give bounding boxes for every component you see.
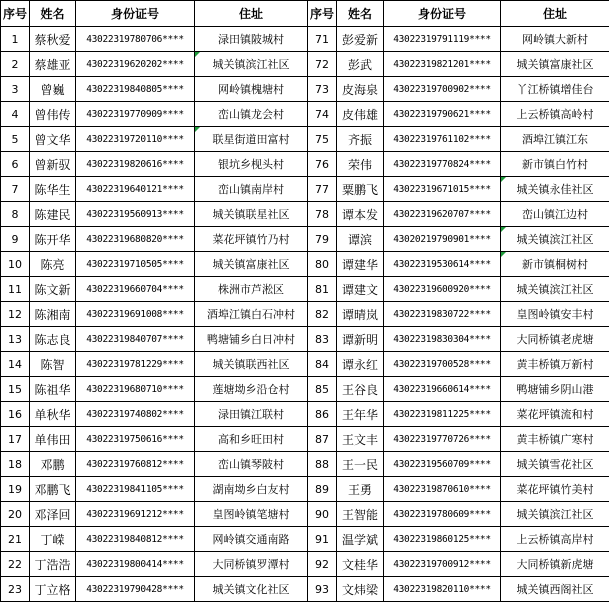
cell-address: 酒埠江镇江东 <box>501 127 609 152</box>
cell-name: 谭建文 <box>337 277 384 302</box>
cell-name: 丁浩浩 <box>30 552 76 577</box>
cell-id-number: 43022319680710**** <box>76 377 195 402</box>
header-id-number: 身份证号 <box>76 1 195 27</box>
cell-index: 22 <box>1 552 30 577</box>
cell-address: 城关镇滨江社区 <box>195 52 308 77</box>
cell-index: 3 <box>1 77 30 102</box>
cell-index: 11 <box>1 277 30 302</box>
cell-index: 81 <box>308 277 337 302</box>
cell-name: 邓泽回 <box>30 502 76 527</box>
cell-index: 91 <box>308 527 337 552</box>
cell-address: 峦山镇南岸村 <box>195 177 308 202</box>
cell-name: 陈建民 <box>30 202 76 227</box>
table-body <box>1 27 609 602</box>
cell-name: 王一民 <box>337 452 384 477</box>
cell-id-number: 43022319870610**** <box>384 477 501 502</box>
header-name: 姓名 <box>337 1 384 27</box>
cell-index: 6 <box>1 152 30 177</box>
cell-id-number: 43022319811225**** <box>384 402 501 427</box>
cell-index: 89 <box>308 477 337 502</box>
table-row <box>1 302 609 327</box>
cell-address: 联星街道田富村 <box>195 127 308 152</box>
cell-name: 温学斌 <box>337 527 384 552</box>
header-id-number: 身份证号 <box>384 1 501 27</box>
cell-id-number: 43022319710505**** <box>76 252 195 277</box>
cell-name: 谭本发 <box>337 202 384 227</box>
table-row <box>1 377 609 402</box>
cell-name: 荣伟 <box>337 152 384 177</box>
cell-address: 黄丰桥镇广寒村 <box>501 427 609 452</box>
cell-address: 渌田镇陂城村 <box>195 27 308 52</box>
cell-index: 19 <box>1 477 30 502</box>
cell-id-number: 43022319840805**** <box>76 77 195 102</box>
cell-name: 皮海泉 <box>337 77 384 102</box>
cell-address: 皇图岭镇安丰村 <box>501 302 609 327</box>
cell-index: 16 <box>1 402 30 427</box>
table-row <box>1 452 609 477</box>
table-row <box>1 527 609 552</box>
table-row <box>1 277 609 302</box>
cell-name: 王智能 <box>337 502 384 527</box>
cell-id-number: 43022319860125**** <box>384 527 501 552</box>
cell-id-number: 43022319640121**** <box>76 177 195 202</box>
cell-id-number: 43022319660704**** <box>76 277 195 302</box>
cell-address: 城关镇滨江社区 <box>501 227 609 252</box>
cell-name: 陈湘南 <box>30 302 76 327</box>
cell-address: 高和乡旺田村 <box>195 427 308 452</box>
cell-id-number: 43022319691212**** <box>76 502 195 527</box>
cell-id-number: 43022319560709**** <box>384 452 501 477</box>
cell-address: 上云桥镇高岭村 <box>501 102 609 127</box>
cell-id-number: 43022319691008**** <box>76 302 195 327</box>
cell-id-number: 43022319790428**** <box>76 577 195 602</box>
cell-name: 丁嵘 <box>30 527 76 552</box>
cell-index: 15 <box>1 377 30 402</box>
cell-index: 83 <box>308 327 337 352</box>
cell-name: 谭建华 <box>337 252 384 277</box>
cell-index: 5 <box>1 127 30 152</box>
cell-index: 93 <box>308 577 337 602</box>
cell-name: 曾文华 <box>30 127 76 152</box>
table-row <box>1 177 609 202</box>
cell-index: 86 <box>308 402 337 427</box>
cell-id-number: 43022319761102**** <box>384 127 501 152</box>
cell-id-number: 43022319671015**** <box>384 177 501 202</box>
cell-id-number: 43022319620707**** <box>384 202 501 227</box>
cell-name: 文桂华 <box>337 552 384 577</box>
cell-index: 73 <box>308 77 337 102</box>
cell-address: 城关镇永佳社区 <box>501 177 609 202</box>
cell-address: 峦山镇琴陂村 <box>195 452 308 477</box>
cell-name: 粟鹏飞 <box>337 177 384 202</box>
cell-address: 湖南坳乡白友村 <box>195 477 308 502</box>
cell-name: 陈志良 <box>30 327 76 352</box>
cell-index: 14 <box>1 352 30 377</box>
cell-id-number: 43022319821201**** <box>384 52 501 77</box>
cell-id-number: 43022319620202**** <box>76 52 195 77</box>
cell-address: 网岭镇大新村 <box>501 27 609 52</box>
header-name: 姓名 <box>30 1 76 27</box>
cell-index: 13 <box>1 327 30 352</box>
cell-id-number: 43022319700912**** <box>384 552 501 577</box>
cell-index: 85 <box>308 377 337 402</box>
cell-id-number: 43022319600920**** <box>384 277 501 302</box>
cell-index: 75 <box>308 127 337 152</box>
cell-name: 彭爱新 <box>337 27 384 52</box>
cell-name: 谭晴岚 <box>337 302 384 327</box>
table-row <box>1 77 609 102</box>
cell-index: 18 <box>1 452 30 477</box>
cell-name: 陈文新 <box>30 277 76 302</box>
cell-name: 王谷良 <box>337 377 384 402</box>
cell-name: 陈开华 <box>30 227 76 252</box>
cell-id-number: 43022319700902**** <box>384 77 501 102</box>
cell-name: 陈亮 <box>30 252 76 277</box>
cell-address: 城关镇文化社区 <box>195 577 308 602</box>
cell-name: 谭新明 <box>337 327 384 352</box>
cell-address: 新市镇白竹村 <box>501 152 609 177</box>
cell-id-number: 43022319560913**** <box>76 202 195 227</box>
cell-id-number: 43022319790621**** <box>384 102 501 127</box>
cell-index: 4 <box>1 102 30 127</box>
cell-name: 彭武 <box>337 52 384 77</box>
cell-id-number: 43022319800414**** <box>76 552 195 577</box>
cell-name: 丁立格 <box>30 577 76 602</box>
table-row <box>1 502 609 527</box>
cell-id-number: 43022319780706**** <box>76 27 195 52</box>
header-row <box>1 1 609 27</box>
cell-index: 17 <box>1 427 30 452</box>
cell-id-number: 43022319750616**** <box>76 427 195 452</box>
cell-name: 谭永红 <box>337 352 384 377</box>
cell-index: 71 <box>308 27 337 52</box>
cell-id-number: 43022319740802**** <box>76 402 195 427</box>
cell-index: 76 <box>308 152 337 177</box>
cell-name: 曾巍 <box>30 77 76 102</box>
cell-index: 72 <box>308 52 337 77</box>
cell-id-number: 43022319830722**** <box>384 302 501 327</box>
cell-address: 株洲市芦淞区 <box>195 277 308 302</box>
cell-address: 城关镇雪花社区 <box>501 452 609 477</box>
cell-address: 黄丰桥镇万新村 <box>501 352 609 377</box>
cell-address: 银坑乡枧头村 <box>195 152 308 177</box>
cell-id-number: 43022319791119**** <box>384 27 501 52</box>
cell-id-number: 43022319780609**** <box>384 502 501 527</box>
cell-id-number: 43022319660614**** <box>384 377 501 402</box>
cell-id-number: 43022319820616**** <box>76 152 195 177</box>
cell-index: 8 <box>1 202 30 227</box>
cell-index: 74 <box>308 102 337 127</box>
cell-id-number: 43022319770909**** <box>76 102 195 127</box>
header-address: 住址 <box>501 1 609 27</box>
cell-address: 城关镇联西社区 <box>195 352 308 377</box>
cell-index: 1 <box>1 27 30 52</box>
table-row <box>1 202 609 227</box>
cell-index: 82 <box>308 302 337 327</box>
cell-name: 皮伟雄 <box>337 102 384 127</box>
cell-name: 单秋华 <box>30 402 76 427</box>
table-row <box>1 352 609 377</box>
cell-id-number: 43022319781229**** <box>76 352 195 377</box>
table-row <box>1 227 609 252</box>
cell-name: 陈华生 <box>30 177 76 202</box>
table-row <box>1 327 609 352</box>
cell-index: 10 <box>1 252 30 277</box>
cell-name: 谭滨 <box>337 227 384 252</box>
cell-address: 新市镇桐树村 <box>501 252 609 277</box>
table-row <box>1 52 609 77</box>
cell-index: 2 <box>1 52 30 77</box>
table-row <box>1 152 609 177</box>
cell-id-number: 43022319840812**** <box>76 527 195 552</box>
cell-address: 网岭镇交通南路 <box>195 527 308 552</box>
cell-address: 皇图岭镇笔塘村 <box>195 502 308 527</box>
cell-address: 城关镇滨江社区 <box>501 277 609 302</box>
cell-address: 峦山镇龙会村 <box>195 102 308 127</box>
cell-id-number: 43020219790901**** <box>384 227 501 252</box>
table-row <box>1 552 609 577</box>
cell-address: 菜花坪镇竹美村 <box>501 477 609 502</box>
cell-index: 84 <box>308 352 337 377</box>
cell-address: 大同桥镇新虎塘 <box>501 552 609 577</box>
cell-id-number: 43022319841105**** <box>76 477 195 502</box>
cell-index: 9 <box>1 227 30 252</box>
cell-name: 陈祖华 <box>30 377 76 402</box>
cell-address: 城关镇西阁社区 <box>501 577 609 602</box>
header-index: 序号 <box>308 1 337 27</box>
cell-address: 城关镇联星社区 <box>195 202 308 227</box>
cell-index: 87 <box>308 427 337 452</box>
cell-address: 渌田镇江联村 <box>195 402 308 427</box>
cell-id-number: 43022319820110**** <box>384 577 501 602</box>
cell-address: 大同桥镇老虎塘 <box>501 327 609 352</box>
cell-address: 酒埠江镇白石冲村 <box>195 302 308 327</box>
cell-address: 菜花坪镇流和村 <box>501 402 609 427</box>
cell-index: 78 <box>308 202 337 227</box>
cell-name: 邓鹏飞 <box>30 477 76 502</box>
cell-address: 城关镇富康社区 <box>195 252 308 277</box>
cell-name: 邓鹏 <box>30 452 76 477</box>
cell-address: 菜花坪镇竹乃村 <box>195 227 308 252</box>
cell-index: 23 <box>1 577 30 602</box>
cell-id-number: 43022319760812**** <box>76 452 195 477</box>
cell-index: 12 <box>1 302 30 327</box>
cell-index: 90 <box>308 502 337 527</box>
cell-address: 大同桥镇罗潭村 <box>195 552 308 577</box>
cell-id-number: 43022319830304**** <box>384 327 501 352</box>
cell-name: 曾新驭 <box>30 152 76 177</box>
cell-index: 7 <box>1 177 30 202</box>
cell-name: 王年华 <box>337 402 384 427</box>
cell-index: 92 <box>308 552 337 577</box>
table-row <box>1 127 609 152</box>
cell-address: 网岭镇槐塘村 <box>195 77 308 102</box>
cell-id-number: 43022319530614**** <box>384 252 501 277</box>
cell-name: 齐振 <box>337 127 384 152</box>
table-row <box>1 102 609 127</box>
cell-name: 陈智 <box>30 352 76 377</box>
cell-address: 鸭塘铺乡白日冲村 <box>195 327 308 352</box>
cell-address: 莲塘坳乡沿仓村 <box>195 377 308 402</box>
cell-name: 蔡秋爱 <box>30 27 76 52</box>
cell-address: 城关镇富康社区 <box>501 52 609 77</box>
cell-address: 城关镇滨江社区 <box>501 502 609 527</box>
table-row <box>1 427 609 452</box>
cell-name: 文炜梁 <box>337 577 384 602</box>
cell-index: 77 <box>308 177 337 202</box>
cell-id-number: 43022319700528**** <box>384 352 501 377</box>
table-row <box>1 402 609 427</box>
cell-name: 王勇 <box>337 477 384 502</box>
cell-index: 79 <box>308 227 337 252</box>
cell-index: 21 <box>1 527 30 552</box>
header-index: 序号 <box>1 1 30 27</box>
table-row <box>1 477 609 502</box>
table-row <box>1 27 609 52</box>
table-row <box>1 252 609 277</box>
cell-address: 鸭塘铺乡阴山港 <box>501 377 609 402</box>
cell-address: 峦山镇江边村 <box>501 202 609 227</box>
cell-index: 88 <box>308 452 337 477</box>
cell-id-number: 43022319720110**** <box>76 127 195 152</box>
table-row <box>1 577 609 602</box>
header-address: 住址 <box>195 1 308 27</box>
cell-index: 20 <box>1 502 30 527</box>
cell-id-number: 43022319770726**** <box>384 427 501 452</box>
cell-id-number: 43022319770824**** <box>384 152 501 177</box>
cell-id-number: 43022319680820**** <box>76 227 195 252</box>
cell-name: 曾伟传 <box>30 102 76 127</box>
cell-name: 蔡雄亚 <box>30 52 76 77</box>
cell-address: 上云桥镇高岸村 <box>501 527 609 552</box>
cell-address: 丫江桥镇增佳台 <box>501 77 609 102</box>
cell-index: 80 <box>308 252 337 277</box>
cell-name: 单伟田 <box>30 427 76 452</box>
cell-name: 王文丰 <box>337 427 384 452</box>
cell-id-number: 43022319840707**** <box>76 327 195 352</box>
